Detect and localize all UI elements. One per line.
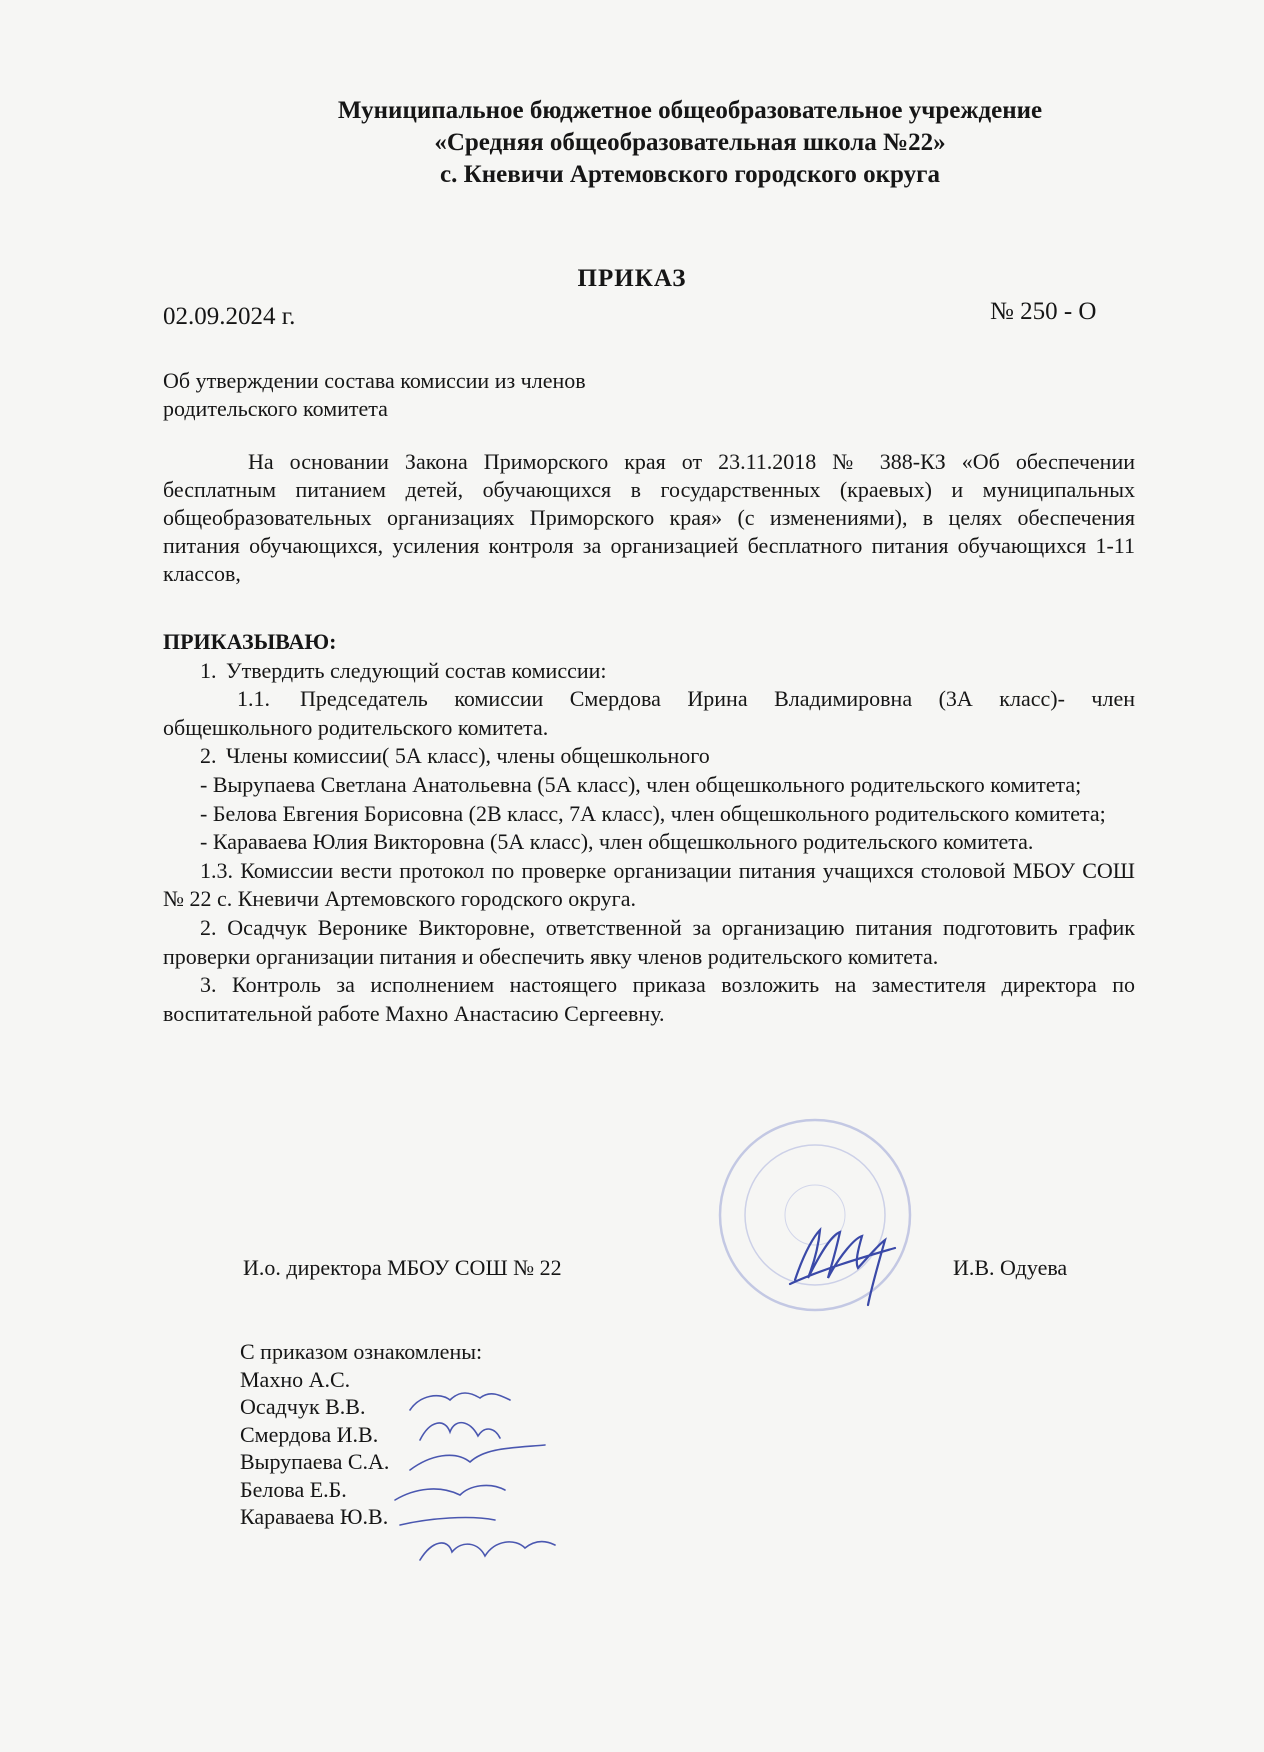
- ack-name: Смердова И.В.: [240, 1421, 379, 1447]
- signatory-name: И.В. Одуева: [953, 1255, 1068, 1280]
- order-item-1-text: Утвердить следующий состав комиссии:: [226, 657, 607, 683]
- preamble-text: На основании Закона Приморского края от 23.11.2018 № 388-КЗ «Об обеспечении бесплатным питанием детей, обучающихся в государственных (краевых) и муниципальных общеобразовательных организациях Приморского края» (с изменениями), в целях обеспечения питания обучающихся, усиления контроля за организацией бесплатного питания обучающихся 1-11 классов,: [163, 449, 1135, 586]
- order-item-1-number: 1.: [200, 657, 217, 683]
- ack-name: Караваева Ю.В.: [240, 1504, 389, 1529]
- order-item-1-3: 1.3. Комиссии вести протокол по проверке организации питания учащихся столовой МБОУ СОШ № 22 с. Кневичи Артемовского городского округа.: [163, 857, 1135, 912]
- order-item-2b: 2. Осадчук Веронике Викторовне, ответственной за организацию питания подготовить график проверки организации питания и обеспечить явку членов родительского комитета.: [163, 914, 1135, 969]
- official-seal: [720, 1120, 910, 1310]
- orders-heading: ПРИКАЗЫВАЮ:: [163, 629, 337, 654]
- order-item-1-1-number: 1.1.: [237, 686, 270, 712]
- acknowledgement-list: [240, 1338, 482, 1531]
- ack-name: Вырупаева С.А.: [240, 1449, 390, 1474]
- document-title: ПРИКАЗ: [577, 265, 687, 292]
- member-2: - Белова Евгения Борисовна (2В класс, 7А класс), член общешкольного родительского комитета;: [200, 800, 1106, 826]
- ack-name: Осадчук В.В.: [240, 1394, 366, 1419]
- subject-line-1: Об утверждении состава комиссии из членов: [163, 368, 586, 393]
- document-date: 02.09.2024 г.: [163, 303, 296, 330]
- header-line-3: с. Кневичи Артемовского городского округа: [440, 161, 940, 188]
- acknowledgement-heading: С приказом ознакомлены:: [240, 1339, 483, 1364]
- order-item-1-1-text: Председатель комиссии Смердова Ирина Владимировна (3А класс)- член общешкольного родительского комитета.: [163, 686, 1135, 740]
- signatory-position: И.о. директора МБОУ СОШ № 22: [243, 1255, 562, 1280]
- ack-name: Махно А.С.: [240, 1366, 351, 1392]
- member-3: - Караваева Юлия Викторовна (5А класс), член общешкольного родительского комитета.: [200, 829, 1034, 855]
- document-number: № 250 - О: [990, 298, 1097, 325]
- order-item-2-number: 2.: [200, 743, 217, 769]
- order-item-2-text: Члены комиссии( 5А класс), члены общешкольного: [226, 743, 710, 769]
- subject-line-2: родительского комитета: [163, 396, 388, 421]
- header-line-2: «Средняя общеобразовательная школа №22»: [434, 129, 946, 156]
- ack-name: Белова Е.Б.: [240, 1476, 347, 1502]
- member-1: - Вырупаева Светлана Анатольевна (5А класс), член общешкольного родительского комитета;: [200, 771, 1082, 797]
- order-item-3: 3. Контроль за исполнением настоящего приказа возложить на заместителя директора по воспитательной работе Махно Анастасию Сергеевну.: [163, 972, 1135, 1026]
- header-line-1: Муниципальное бюджетное общеобразовательное учреждение: [337, 97, 1043, 124]
